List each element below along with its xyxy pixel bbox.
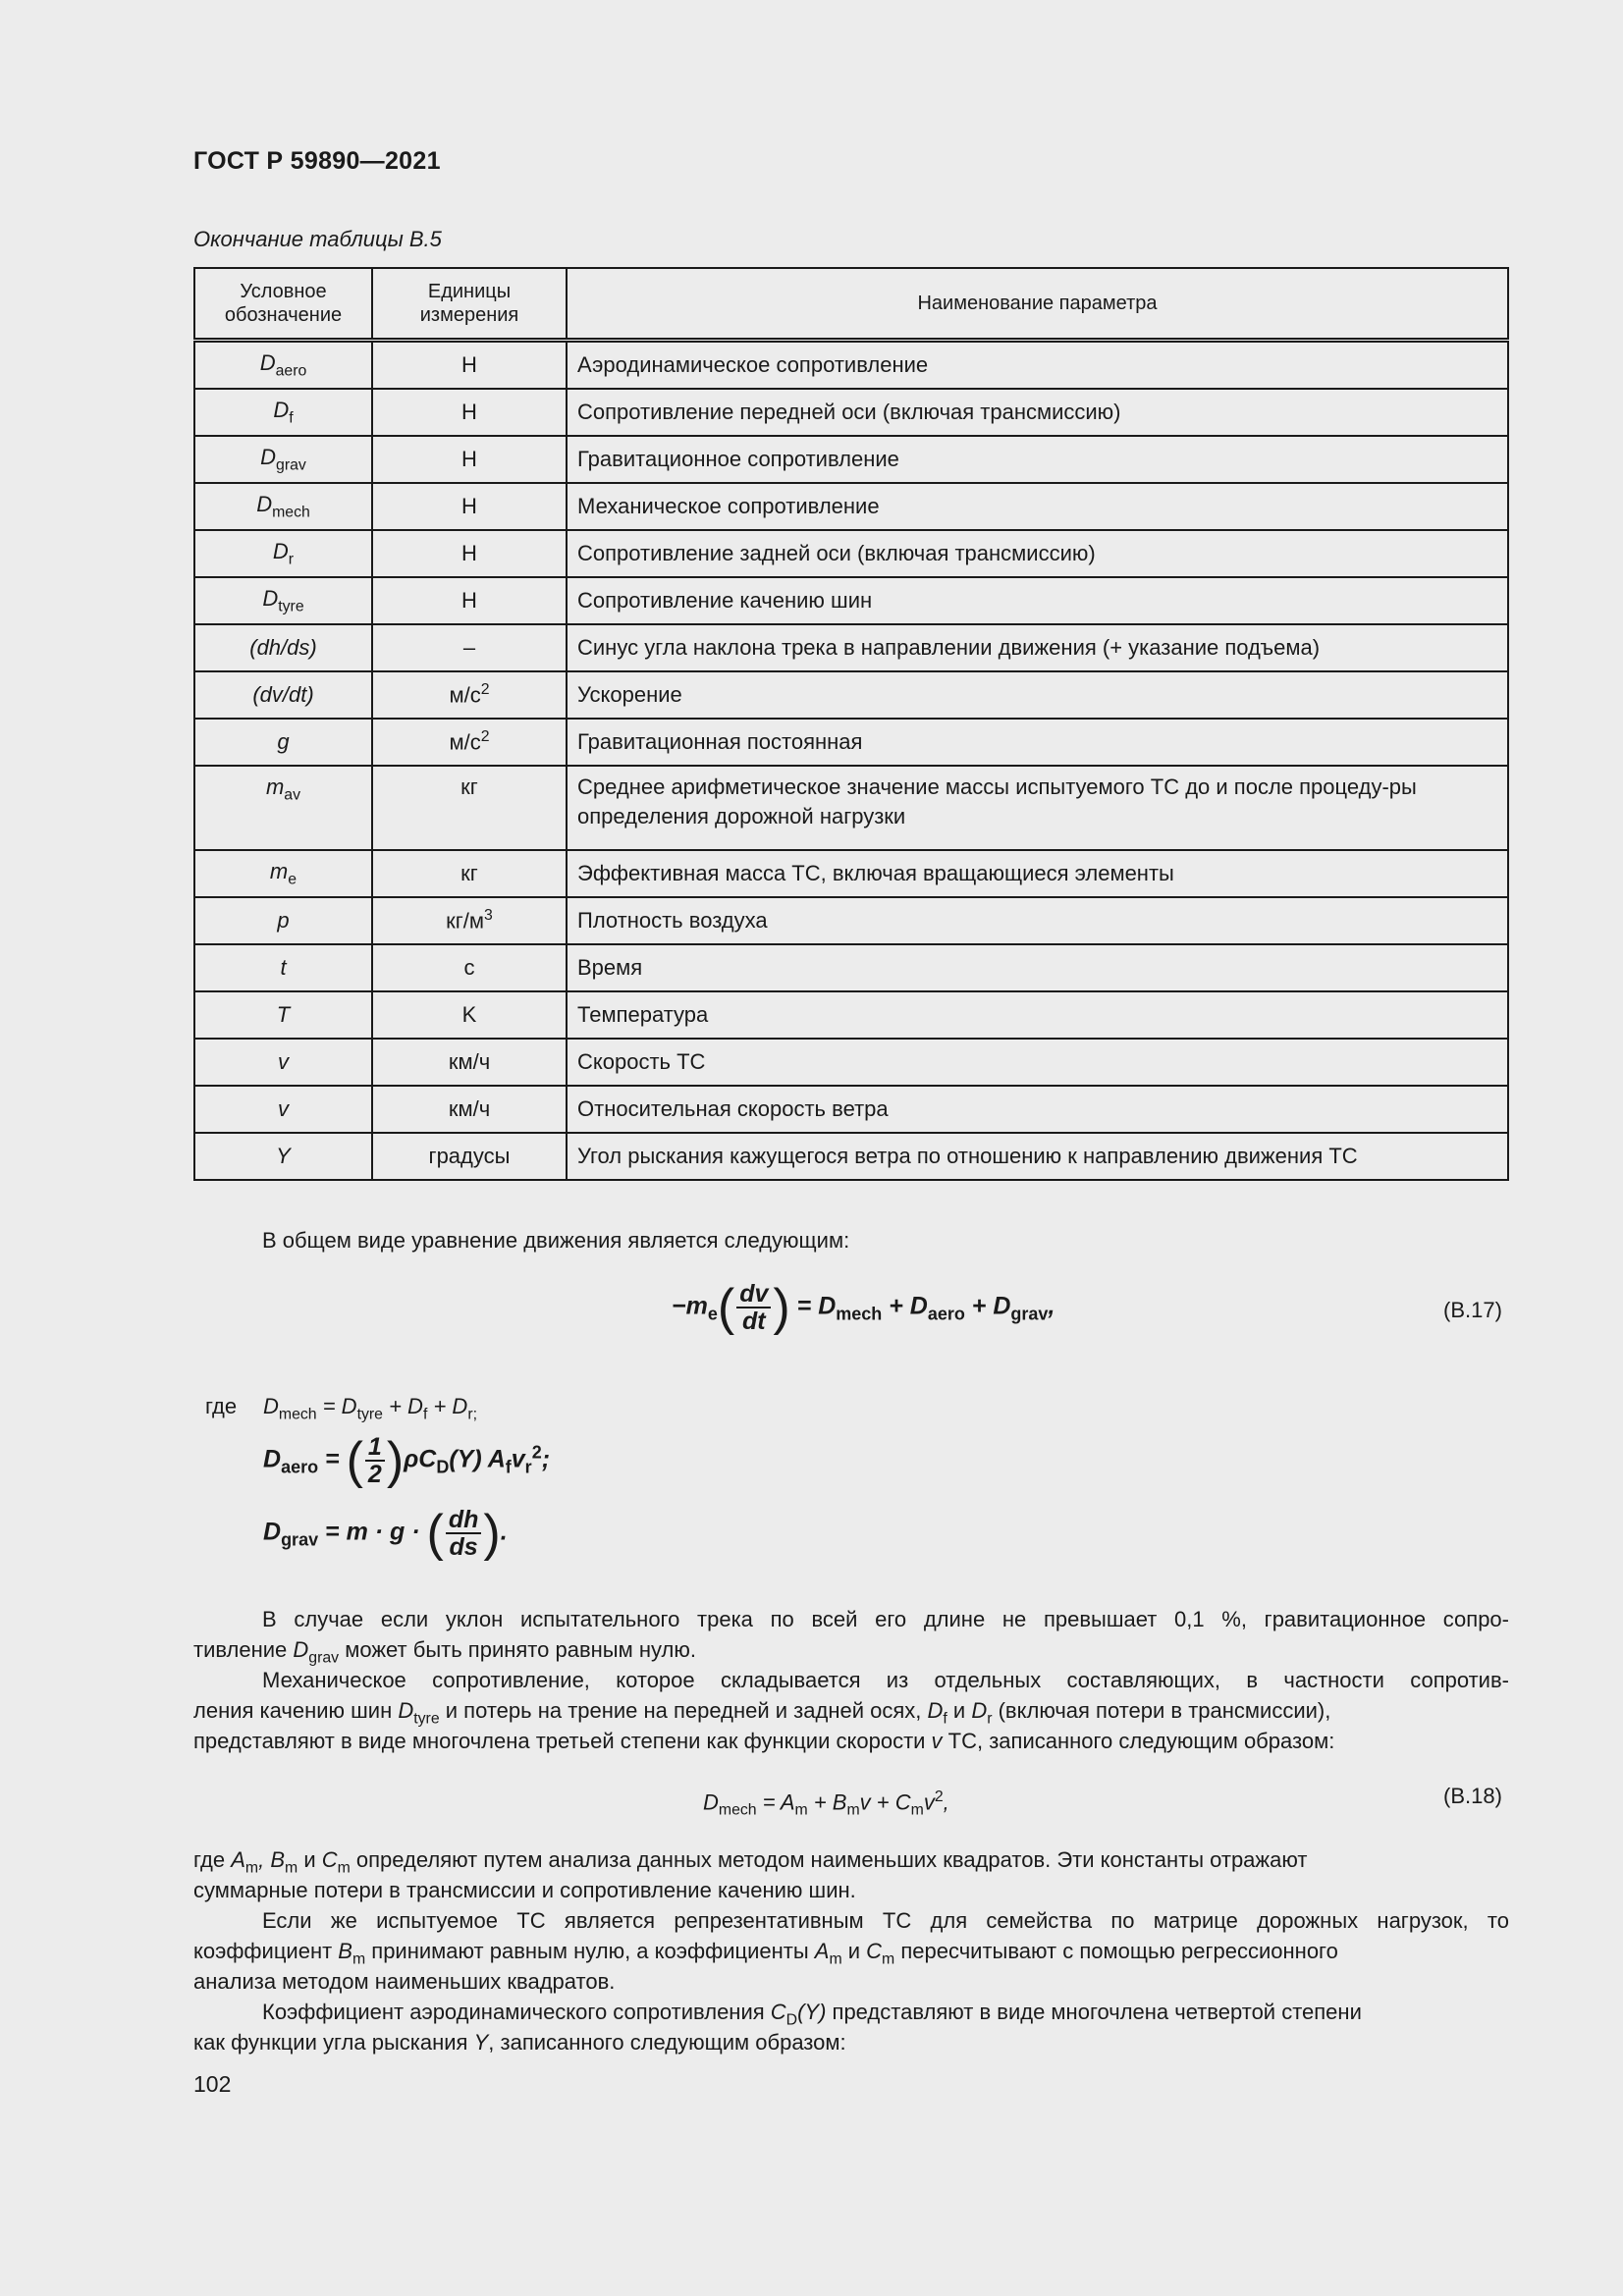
table-row bbox=[194, 944, 1508, 991]
symbol-base: D bbox=[262, 585, 279, 611]
symbol-subscript: aero bbox=[275, 362, 307, 380]
unit-cell bbox=[372, 719, 567, 766]
symbol-cell bbox=[194, 1133, 372, 1180]
intro-text: В общем виде уравнение движения является следующим: bbox=[262, 1228, 850, 1253]
unit-cell bbox=[372, 389, 567, 436]
table-row bbox=[194, 436, 1508, 483]
column-header-name: Наименование параметра bbox=[567, 268, 1508, 341]
paragraph-family-line1: Если же испытуемое ТС является репрезентативным ТС для семейства по матрице дорожных нагрузок, то bbox=[262, 1908, 1509, 1933]
daero-definition: $D_{aero}$ = ( $\frac{1}{2}$ )$\rho C_D(Y)$ $A_fv_r^2$; bbox=[263, 1432, 551, 1489]
unit-cell bbox=[372, 483, 567, 530]
parameter-name-cell: Гравитационное сопротивление bbox=[567, 436, 1508, 483]
table-row bbox=[194, 577, 1508, 624]
symbol-cell bbox=[194, 341, 372, 390]
paragraph-mech-line3: представляют в виде многочлена третьей степени как функции скорости v ТС, записанного следующим образом: bbox=[193, 1729, 1335, 1753]
unit-superscript: 3 bbox=[484, 907, 493, 925]
symbol-base: T bbox=[276, 1002, 291, 1027]
unit-superscript: 2 bbox=[480, 728, 490, 746]
symbol-base: p bbox=[277, 908, 290, 933]
symbol-cell bbox=[194, 483, 372, 530]
equation-number-b18: (В.18) bbox=[1443, 1784, 1502, 1808]
parameter-name-cell: Угол рыскания кажущегося ветра по отношению к направлению движения ТС bbox=[567, 1133, 1508, 1180]
symbol-cell bbox=[194, 1086, 372, 1133]
parameter-name-cell: Эффективная масса ТС, включая вращающиеся элементы bbox=[567, 850, 1508, 897]
symbol-cell bbox=[194, 944, 372, 991]
parameters-table bbox=[193, 267, 1509, 1181]
table-body bbox=[194, 341, 1508, 1181]
parameter-name-cell: Механическое сопротивление bbox=[567, 483, 1508, 530]
unit-cell bbox=[372, 436, 567, 483]
symbol-cell bbox=[194, 1039, 372, 1086]
symbol-cell bbox=[194, 991, 372, 1039]
page-number: 102 bbox=[193, 2071, 232, 2097]
symbol-base: D bbox=[260, 444, 277, 469]
table-row bbox=[194, 624, 1508, 671]
parameter-name-cell: Плотность воздуха bbox=[567, 897, 1508, 944]
equation-b17: $-m_e$( $\frac{dv}{dt}$ ) = $D_{mech} + D_{aero} + D_{grav}$, bbox=[672, 1279, 1055, 1336]
parameter-name-cell: Относительная скорость ветра bbox=[567, 1086, 1508, 1133]
unit-superscript: 2 bbox=[480, 681, 490, 699]
table-row bbox=[194, 671, 1508, 719]
symbol-cell bbox=[194, 671, 372, 719]
unit-cell bbox=[372, 944, 567, 991]
symbol-base: (dv/dt) bbox=[252, 682, 314, 707]
paragraph-aero-line1: Коэффициент аэродинамического сопротивления $C_D(Y)$ представляют в виде многочлена четвертой степени bbox=[262, 2000, 1362, 2029]
unit-cell bbox=[372, 341, 567, 390]
table-row bbox=[194, 530, 1508, 577]
table-row bbox=[194, 897, 1508, 944]
table-row bbox=[194, 991, 1508, 1039]
unit-text: кг bbox=[460, 861, 478, 885]
symbol-subscript: f bbox=[289, 409, 294, 427]
unit-text: – bbox=[462, 635, 476, 660]
symbol-base: v bbox=[278, 1096, 289, 1121]
parameter-name-cell: Гравитационная постоянная bbox=[567, 719, 1508, 766]
where-label: где bbox=[205, 1394, 238, 1418]
symbol-cell bbox=[194, 719, 372, 766]
unit-cell bbox=[372, 671, 567, 719]
equation-b18: $D_{mech} = A_m + B_mv + C_mv^2$, bbox=[703, 1789, 949, 1819]
unit-text: Н bbox=[461, 447, 477, 471]
unit-text: кг bbox=[460, 774, 478, 799]
unit-text: Н bbox=[461, 494, 477, 518]
symbol-subscript: av bbox=[284, 786, 301, 804]
symbol-base: (dh/ds) bbox=[249, 635, 317, 660]
unit-text: км/ч bbox=[448, 1049, 491, 1074]
unit-cell bbox=[372, 850, 567, 897]
table-row bbox=[194, 719, 1508, 766]
symbol-subscript: mech bbox=[272, 504, 310, 521]
unit-cell bbox=[372, 1086, 567, 1133]
column-header-symbol: Условное обозначение bbox=[194, 268, 372, 341]
document-header: ГОСТ Р 59890—2021 bbox=[193, 147, 441, 175]
symbol-cell bbox=[194, 577, 372, 624]
paragraph-grav-line1: В случае если уклон испытательного трека по всей его длине не превышает 0,1 %, гравитационное сопро- bbox=[262, 1607, 1509, 1631]
unit-text: Н bbox=[461, 588, 477, 613]
unit-cell bbox=[372, 1133, 567, 1180]
dmech-definition: $D_{mech} = D_{tyre} + D_f + D_{r;}$ bbox=[263, 1394, 477, 1423]
table-row bbox=[194, 1133, 1508, 1180]
unit-cell bbox=[372, 897, 567, 944]
parameter-name-cell: Сопротивление качению шин bbox=[567, 577, 1508, 624]
symbol-base: D bbox=[273, 397, 290, 422]
symbol-subscript: r bbox=[288, 551, 295, 568]
parameter-name-cell: Скорость ТС bbox=[567, 1039, 1508, 1086]
table-row bbox=[194, 850, 1508, 897]
symbol-base: g bbox=[277, 729, 290, 754]
parameter-name-cell: Сопротивление задней оси (включая трансмиссию) bbox=[567, 530, 1508, 577]
symbol-subscript: grav bbox=[276, 456, 306, 474]
dgrav-definition: $D_{grav} = m \cdot g$ · ( $\frac{dh}{ds}$ ). bbox=[263, 1505, 508, 1562]
symbol-base: t bbox=[280, 955, 287, 980]
unit-text: Н bbox=[461, 352, 477, 377]
parameter-name-cell: Температура bbox=[567, 991, 1508, 1039]
unit-cell bbox=[372, 991, 567, 1039]
symbol-base: D bbox=[272, 538, 289, 563]
parameter-name-cell: Ускорение bbox=[567, 671, 1508, 719]
symbol-base: v bbox=[278, 1049, 289, 1074]
symbol-cell bbox=[194, 389, 372, 436]
unit-text: с bbox=[463, 955, 475, 980]
paragraph-grav-line2: тивление $D_{grav}$ может быть принято равным нулю. bbox=[193, 1637, 696, 1667]
symbol-cell bbox=[194, 850, 372, 897]
symbol-cell bbox=[194, 530, 372, 577]
unit-cell bbox=[372, 530, 567, 577]
parameter-name-cell: Сопротивление передней оси (включая трансмиссию) bbox=[567, 389, 1508, 436]
table-row bbox=[194, 483, 1508, 530]
symbol-base: D bbox=[259, 349, 276, 375]
table-row bbox=[194, 389, 1508, 436]
symbol-cell bbox=[194, 897, 372, 944]
symbol-base: Y bbox=[276, 1144, 291, 1168]
symbol-base: m bbox=[269, 858, 289, 883]
unit-text: K bbox=[461, 1002, 477, 1027]
equation-number-b17: (В.17) bbox=[1443, 1298, 1502, 1322]
table-row bbox=[194, 341, 1508, 390]
symbol-subscript: e bbox=[288, 871, 298, 888]
unit-cell bbox=[372, 766, 567, 850]
unit-text: градусы bbox=[428, 1144, 511, 1168]
unit-text: Н bbox=[461, 400, 477, 424]
symbol-base: m bbox=[265, 774, 285, 799]
symbol-base: D bbox=[256, 491, 273, 516]
symbol-cell bbox=[194, 436, 372, 483]
symbol-cell bbox=[194, 766, 372, 850]
paragraph-family-line3: анализа методом наименьших квадратов. bbox=[193, 1969, 616, 1994]
paragraph-aero-line2: как функции угла рыскания Y, записанного следующим образом: bbox=[193, 2030, 846, 2055]
unit-text: кг/м bbox=[446, 908, 485, 934]
unit-text: Н bbox=[461, 541, 477, 565]
unit-cell bbox=[372, 1039, 567, 1086]
table-row bbox=[194, 1039, 1508, 1086]
paragraph-coeffs-line1: где $A_m$, $B_m$ и $C_m$ определяют путем анализа данных методом наименьших квадратов. Эти константы отражают bbox=[193, 1847, 1308, 1877]
paragraph-mech-line1: Механическое сопротивление, которое складывается из отдельных составляющих, в частности сопротив- bbox=[262, 1668, 1509, 1692]
unit-cell bbox=[372, 577, 567, 624]
unit-text: м/с bbox=[449, 682, 481, 708]
paragraph-family-line2: коэффициент $B_m$ принимают равным нулю, а коэффициенты $A_m$ и $C_m$ пересчитывают с помощью регрессионного bbox=[193, 1939, 1338, 1968]
parameter-name-cell: Среднее арифметическое значение массы испытуемого ТС до и после процеду-ры определения дорожной нагрузки bbox=[567, 766, 1508, 850]
table-caption: Окончание таблицы В.5 bbox=[193, 227, 442, 251]
table-row bbox=[194, 766, 1508, 850]
unit-text: м/с bbox=[449, 729, 481, 755]
unit-text: км/ч bbox=[448, 1096, 491, 1121]
paragraph-mech-line2: ления качению шин $D_{tyre}$ и потерь на трение на передней и задней осях, $D_f$ и $D_r$ (включая потери в трансмиссии), bbox=[193, 1698, 1331, 1728]
column-header-unit: Единицы измерения bbox=[372, 268, 567, 341]
unit-cell bbox=[372, 624, 567, 671]
parameter-name-cell: Аэродинамическое сопротивление bbox=[567, 341, 1508, 390]
symbol-cell bbox=[194, 624, 372, 671]
paragraph-coeffs-line2: суммарные потери в трансмиссии и сопротивление качению шин. bbox=[193, 1878, 856, 1902]
parameter-name-cell: Синус угла наклона трека в направлении движения (+ указание подъема) bbox=[567, 624, 1508, 671]
table-row bbox=[194, 1086, 1508, 1133]
symbol-subscript: tyre bbox=[278, 598, 304, 615]
parameter-name-cell: Время bbox=[567, 944, 1508, 991]
table-header-row bbox=[194, 268, 1508, 341]
